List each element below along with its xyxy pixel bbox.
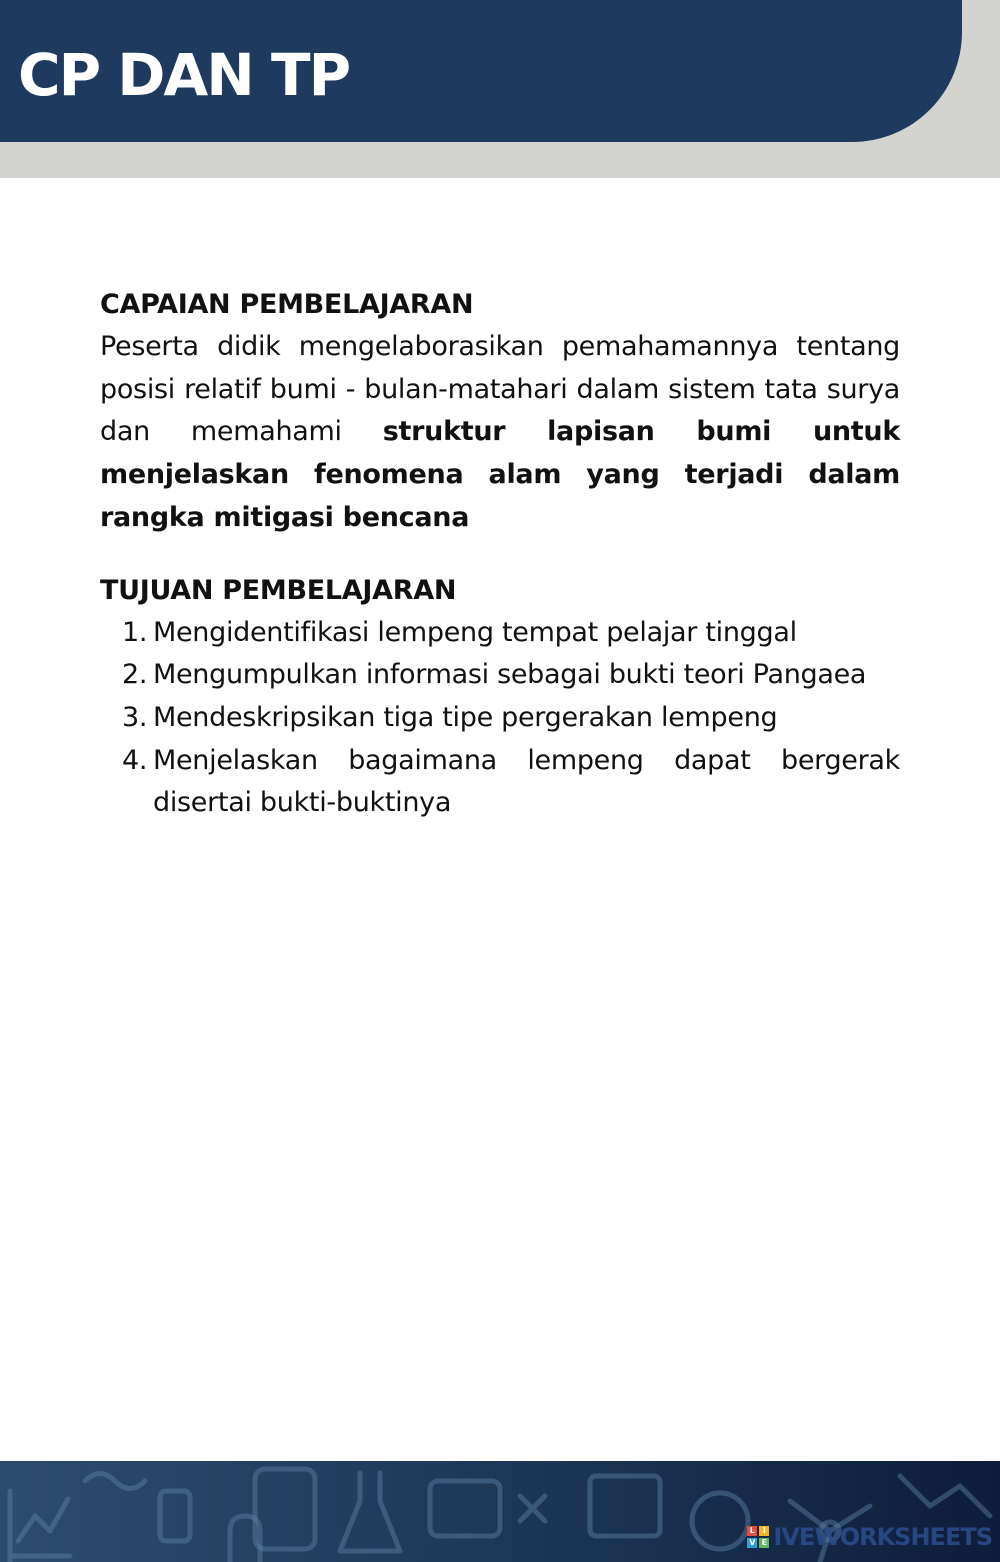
logo-text: IVEWORKSHEETS [773, 1523, 992, 1551]
logo-letter: L [747, 1526, 757, 1536]
chart-line-icon [10, 1491, 70, 1562]
objective-item [100, 740, 900, 825]
page-title: CP DAN TP [18, 41, 350, 109]
capaian-section [100, 284, 900, 540]
header-banner [0, 0, 962, 142]
magnet-icon [692, 1493, 748, 1549]
wave-icon [85, 1474, 145, 1489]
chart-line-icon [900, 1476, 990, 1516]
objective-text: Mengumpulkan informasi sebagai bukti teori Pangaea [153, 659, 867, 691]
objective-list [100, 612, 900, 826]
objective-text: Menjelaskan bagaimana lempeng dapat bergerak disertai bukti-buktinya [153, 744, 900, 819]
gear-icon [520, 1496, 545, 1521]
objective-text: Mengidentifikasi lempeng tempat pelajar tinggal [153, 616, 797, 648]
capaian-text-bold: struktur lapisan bumi untuk menjelaskan fenomena alam yang terjadi dalam rangka mitigasi bencana [100, 416, 900, 533]
box-icon [430, 1481, 500, 1536]
tujuan-heading: TUJUAN PEMBELAJARAN [100, 574, 457, 606]
tablet-icon [255, 1469, 315, 1549]
objective-item [100, 697, 900, 740]
objective-number: 3. [122, 701, 148, 733]
logo-letter: V [749, 1538, 756, 1547]
tujuan-section [100, 570, 900, 826]
objective-item [100, 654, 900, 697]
logo-icon [747, 1526, 769, 1548]
objective-number: 4. [122, 744, 148, 776]
capaian-text-plain: Peserta didik mengelaborasikan pemahamannya tentang posisi relatif bumi - bulan-matahari dalam sistem tata surya dan memahami [100, 331, 900, 448]
objective-number: 1. [122, 616, 148, 648]
main-content [100, 284, 900, 825]
objective-item [100, 612, 900, 655]
logo-letter: E [759, 1538, 769, 1548]
panel-icon [590, 1476, 660, 1536]
liveworksheets-logo [747, 1523, 992, 1551]
footer-banner [0, 1461, 1000, 1562]
capaian-heading: CAPAIAN PEMBELAJARAN [100, 289, 474, 320]
objective-text: Mendeskripsikan tiga tipe pergerakan lempeng [153, 701, 778, 733]
logo-letter: I [759, 1526, 769, 1536]
flask-icon [160, 1491, 190, 1541]
beaker-icon [340, 1473, 400, 1551]
capaian-paragraph [100, 326, 900, 540]
objective-number: 2. [122, 659, 148, 691]
